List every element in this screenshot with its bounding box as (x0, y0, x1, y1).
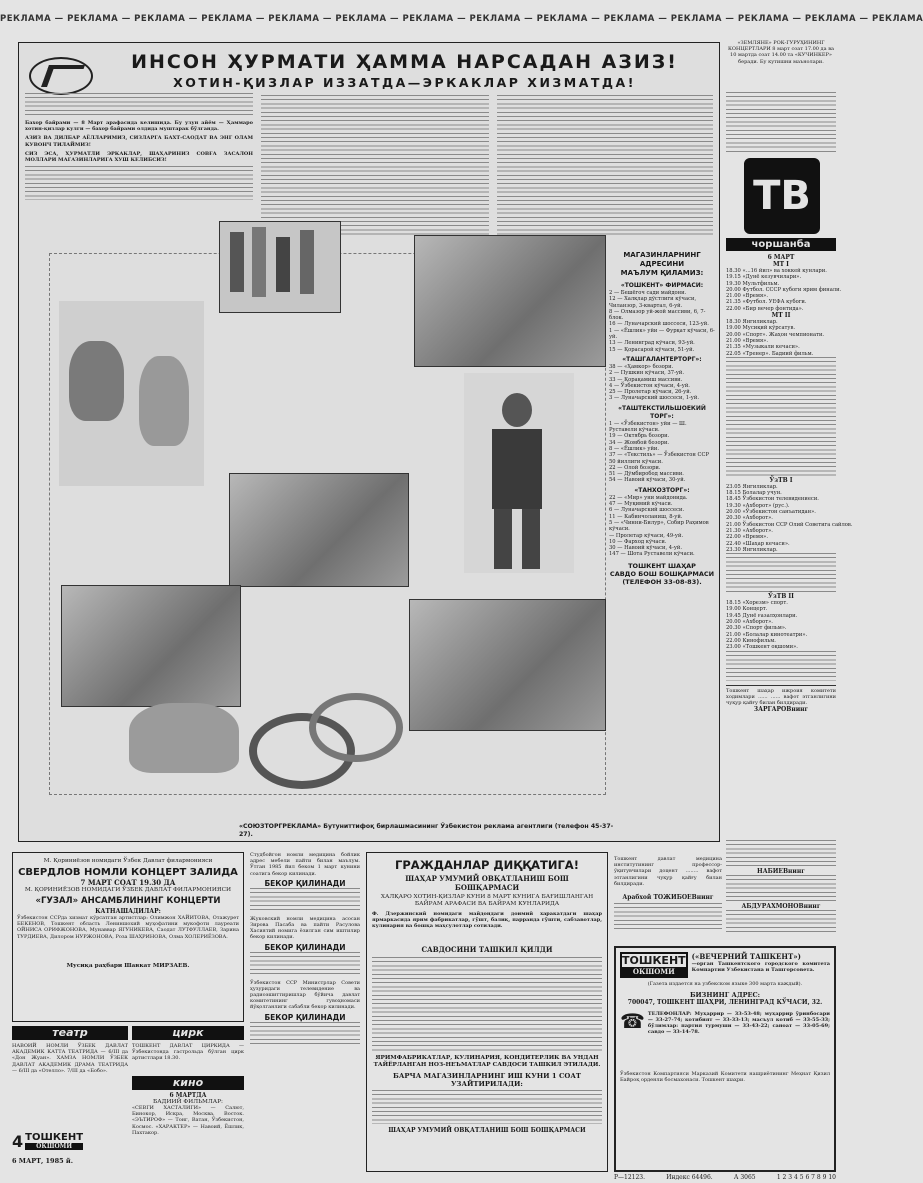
address-item: 5 — «Чинни-Билур», Собир Раҳимов кўчаси. (609, 519, 709, 533)
tv-listing: 21.00 «Время». (726, 293, 769, 300)
address-item: 10 — Фарход кўчаси. (609, 538, 667, 545)
masthead-address-title: БИЗНИНГ АДРЕС: (689, 991, 761, 1000)
address-item: 19 — Октябрь бозори. (609, 433, 670, 440)
obituary-3-name: АБДУРАХМОНОВнинг (741, 903, 821, 910)
circus-label: цирк (132, 1026, 244, 1040)
addresses-footer-1: ТОШКЕНТ ШАҲАР (628, 561, 696, 570)
masthead-address: 700047, ТОШКЕНТ ШАҲРИ, ЛЕНИНГРАД КЎЧАСИ, 32. (627, 999, 823, 1007)
cancellation-list (250, 852, 360, 1044)
address-item: 12 — Халқлар дўстлиги кўчаси, Чиланзор, 3-квартал, 6-уй. (609, 296, 697, 309)
tv-listing: 21.35 «Футбол. УЕФА кубоги. (726, 299, 807, 306)
tv-listing: 21.00 «Болалар кинотеатри». (726, 631, 808, 638)
tv-logo (744, 158, 820, 234)
index-right: А 3065 (733, 1174, 756, 1181)
address-item: 22 — «Мир» уни майдонида. (609, 494, 688, 501)
institute-notice-text: Тошкент давлат медицина институтининг профессор-ўқитувчилари доцент ........ вафот этганлигини чуқур қайғу билан билдиради. (614, 856, 722, 887)
cancellation-notice (250, 980, 360, 1044)
tv-listing: 19.00 Мусиқий кўрсатув. (726, 325, 796, 332)
citizens-hours-title: БАРЧА МАГАЗИНЛАРНИНГ ИШ КУНИ 1 СОАТ УЗАЙТИРИЛАДИ: (393, 1072, 581, 1088)
tv-date: 6 МАРТ (767, 254, 795, 261)
address-item: 37 — «Текстиль» — Ўзбекистон ССР 50 йиллиги кўчаси. (609, 452, 709, 465)
address-item: 30 — Навоий кўчаси, 4-уй. (609, 545, 682, 552)
address-item: 51 — Дўмбиробод массиви. (609, 471, 684, 478)
address-item: 25 — Пролетар кўчаси, 26-уй. (609, 389, 692, 396)
obituary-1: Тошкент шаҳар ижроия комитети ходимлари ...... ...... вафот этганлигини чуқур қайғу билан билдиради. (726, 685, 836, 707)
ad-column-2 (261, 95, 489, 235)
paper-logo (12, 1132, 112, 1172)
cancellation-notice (250, 852, 360, 910)
index-strip (614, 1174, 836, 1183)
photo-shop-interior (61, 585, 241, 707)
address-section-title: «ТАНХОЗТОРГ»: (634, 486, 690, 494)
cinema-films: «СЕВГИ ХАСТАЛИГИ» — Салют, Бинокор, Искра, Москва, Восток. «ЭЪТИРОФ» — Тонг, Ватан, Ўзбекистон, Космос. «ХАРАКТЕР» — Навоий, Ёшлик, Пахтакор. (132, 1105, 244, 1136)
tv-listing: 20.00 «Ахборот». (726, 619, 773, 626)
cinema-date: 6 МАРТДА (169, 1092, 207, 1099)
address-item: 147 — Шота Руставели кўчаси. (609, 551, 695, 558)
address-item: 3 — Луначарский шоссеси, 1-уй. (609, 395, 699, 402)
tv-listing: 19.00 Концерт. (726, 606, 768, 613)
cinema-subtitle: БАДИИЙ ФИЛЬМЛАР: (153, 1099, 223, 1105)
sidebar (726, 40, 853, 840)
cinema-section (132, 1076, 244, 1176)
index-label: Индекс 64496. (666, 1174, 713, 1181)
tv-listing: 20.00 «Спорт». Жаҳон чемпионати. (726, 331, 825, 338)
photo-shop-building-2 (229, 473, 409, 587)
tv-listing: 19.45 Дунё ғазалҳонлари. (726, 612, 798, 619)
tv-listing: 20.00 «Ўзбекистон санъатидан». (726, 509, 816, 516)
addresses-footer-2: САВДО БОШ БОШҚАРМАСИ (609, 569, 715, 578)
masthead-published: (Газета издается на узбекском языке 300 марта каждый). (647, 981, 803, 987)
address-item: 15 — Қорасарой кўчаси, 51-уй. (609, 346, 695, 353)
address-item: 34 — Жомбой бозори. (609, 439, 670, 446)
tv-listing: 22.05 «Тренер». Бадиий фильм. (726, 350, 814, 357)
tv-listing: 22.40 «Шаҳар кечаси». (726, 540, 790, 547)
tv-listing: 18.15 Болалар учун. (726, 490, 782, 497)
tv-listing: 18.45 Ўзбекистон телевидениеси. (726, 496, 819, 503)
tv-listing: 21.00 «Время». (726, 337, 769, 344)
cancellation-title: БЕКОР ҚИЛИНАДИ (264, 1012, 346, 1022)
address-section-title: «ТАШТЕКСТИЛЬШОЕКИЙ ТОРГ»: (618, 404, 706, 420)
masthead-description: —орган Ташкентского городского комитета Компартии Узбекистана и Ташгорсовета. (691, 961, 830, 974)
cinema-label: кино (132, 1076, 244, 1090)
institute-notice-name: Арабхой ТОЖИБОЕВнинг (622, 894, 714, 901)
concert-date: 7 МАРТ СОАТ 19.30 ДА (80, 878, 176, 887)
address-item: 4 — Ўзбекистон кўчаси, 4-уй. (609, 382, 690, 389)
main-ad (18, 42, 720, 842)
imprint (614, 946, 836, 1172)
tv-listing: 18.30 «...16 йил» ва хоккей кунлари. (726, 268, 827, 274)
addresses-list (609, 282, 715, 558)
address-item: 47 — Муқимий кўчаси. (609, 501, 673, 508)
index-left: Р—12123. (614, 1174, 646, 1181)
ad-col1-caps: АЗИЗ ВА ДИЛБАР АЁЛЛАРИМИЗ, СИЗЛАРГА БАХТ-САОДАТ ВА ЭНГ ОЛАМ КУВОНЧ ТИЛАЙМИЗ! (25, 135, 253, 148)
circus-text: ТОШКЕНТ ДАВЛАТ ЦИРКИДА — Ўзбекистонда гастрольда бўлган цирк артистлари 18.30. (132, 1043, 244, 1062)
ad-caption: «СОЮЗТОРГРЕКЛАМА» Бутуниттифоқ бирлашмасининг Ўзбекистон реклама агентлиги (телефон 45-37-27). (239, 823, 614, 838)
photo-bags (59, 301, 204, 486)
tv-listing: 19.15 «Дунё кезувчилари». (726, 274, 802, 281)
tv-channel-2: МТ II (771, 312, 791, 320)
photo-bracelets (239, 683, 409, 803)
masthead-logo (620, 952, 688, 978)
tv-listing: 22.00 Кинофильм. (726, 637, 776, 644)
tv-listing: 18.30 Янгиликлар. (726, 319, 778, 326)
tv-listing: 21.35 «Музыкали кечаси». (726, 344, 800, 351)
theater-label: театр (12, 1026, 128, 1040)
ad-col1-caps2: СИЗ ЭСА, ҲУРМАТЛИ ЭРКАКЛАР, ШАҲАРИНИЗ СОВҒА ЗАСАЛОН МОЛЛАРИ МАГАЗИНЛАРИГА ХУШ КЕЛИБСИЗ! (25, 150, 253, 164)
addresses-title-3: МАЪЛУМ ҚИЛАМИЗ: (620, 269, 704, 277)
citizens-semi-title: ЯРИМФАБРИКАТЛАР, КУЛИНАРИЯ, КОНДИТЕРЛИК ВА УНДАН ТАЙЁРЛАНГАН НОЗ-НЕЪМАТЛАР САВДОСИ ТАШКИЛ ЭТИЛАДИ. (373, 1055, 601, 1068)
theater-text: НАВОИЙ НОМЛИ ЎЗБЕК ДАВЛАТ АКАДЕМИК КАТТА ТЕАТРИДА — 6/III да «Дон Жуан». ХАМЗА НОМЛИ ЎЗБЕК ДАВЛАТ АКАДЕМИК ДРАМА ТЕАТРИДА — 6/III да «Отелло». 7/III да «Бобо». (12, 1043, 128, 1074)
issue-date: 6 МАРТ, 1985 й. (12, 1157, 73, 1165)
address-section-title: «ТОШКЕНТ» ФИРМАСИ: (620, 282, 704, 289)
address-item: 11 — Кабинчоланиш, 8-уй. (609, 513, 683, 520)
theater-section (12, 1026, 128, 1126)
addresses-title-1: МАГАЗИНЛАРНИНГ (623, 251, 701, 259)
address-item: 22 — Олой бозори. (609, 464, 661, 471)
address-item: 38 — «Ҳамкор» бозори. (609, 363, 674, 370)
address-item: 8 — Олмазор уй-жой массиви, 6, 7-блок. (609, 308, 706, 322)
address-item: 54 — Навоий кўчаси, 30-уй. (609, 477, 686, 484)
photo-shop-building-3 (409, 599, 606, 731)
masthead-logo-sub: ОКШОМИ (622, 967, 686, 976)
masthead-footer: Ўзбекистон Компартияси Марказий Комитети нашриётининг Меҳнат Қизил Байроқ орденли босмахонаси. Тошкент шаҳри. (620, 1070, 830, 1083)
ad-headline: ИНСОН ҲУРМАТИ ҲАММА НАРСАДАН АЗИЗ! (131, 51, 678, 73)
institute-notice (614, 856, 722, 936)
address-item: — Пролетар кўчаси, 49-уй. (609, 532, 684, 539)
address-item: 2 — Бешёгоч сади майдони. (609, 290, 687, 296)
address-item: 13 — Ленинград кўчаси, 93-уй. (609, 340, 695, 347)
citizens-body: Ф. Дзержинский номидаги майдондаги доимий харакатдаги шаҳар ярмаркасида ярим фабрикатлар, гўшт, балиқ, парранда гўшти, сабзавотлар, кулинария ва бошқа маҳсулотлар сотилади. (372, 911, 602, 930)
tv-listing: 20.30 «Спорт фильм». (726, 625, 787, 632)
tv-listing: 18.15 «Хорезм» спорт. (726, 600, 788, 607)
cancellations (250, 852, 360, 1172)
tv-listing: 20.30 «Ахборот». (726, 515, 773, 522)
citizens-intro: ХАЛҚАРО ХОТИН-ҚИЗЛАР КУНИ 8 МАРТ КУНИГА БАҒИШЛАНГАН БАЙРАМ АРАФАСИ ВА БАЙРАМ КУНЛАРИДА (380, 894, 594, 907)
obituary-2-name: НАБИЕВнинг (757, 868, 805, 875)
logo-name: ТОШКЕНТ (25, 1132, 84, 1143)
cancellation-text: Студбойгон номли медицина бойлик адрес мебели пайти билан маълум. Ўтган 1985 йил беком 1 март кунини соатига бекор килинади. (250, 852, 360, 877)
concert-director: Мусиқа раҳбари Шавкат МИРЗАЕВ. (66, 963, 190, 969)
shop-addresses (609, 251, 715, 841)
tv-schedule-3 (726, 483, 853, 553)
tv-listing: 19.30 «Ахборот» (рус.). (726, 502, 790, 509)
concert-ensemble: «ГУЗАЛ» АНСАМБЛИНИНГ КОНЦЕРТИ (35, 896, 221, 906)
photo-shop-building-1 (414, 235, 606, 367)
masthead-quote: («ВЕЧЕРНИЙ ТАШКЕНТ») (691, 952, 801, 961)
tv-logo-text: ТВ (753, 173, 811, 219)
concert-announcement (12, 852, 244, 1022)
agency-logo-icon (29, 57, 93, 95)
address-section-title: «ТАШГАЛАНТЕРТОРГ»: (622, 355, 702, 363)
ad-column-3 (497, 95, 713, 237)
cancellation-text: Ўзбекистон ССР Министрлар Совети ҳузуридаги телевидение ва радиоэшиттиришлар бўйича давлат комитетининг гувоҳномаси йўқолганлиги сабабли бекор килинади. (250, 979, 360, 1011)
concert-org: М. Қориниёзов номидаги Ўзбек Давлат филармонияси (43, 858, 213, 864)
address-item: 8 — «Ёшлик» уйи. (609, 445, 660, 452)
tv-channel-3: ЎзТВ I (769, 476, 793, 484)
circus-section (132, 1026, 244, 1074)
concert-performers: Ўзбекистон ССРда хизмат кўрсатган артистлар: Олимжон ХАЙИТОВА, Отажурет БЕКЕНОВ, Тошкент область Лениншохий муҳофатини мукофоти лауреати ОЙНИСА ОРИФЖОНОВА, Мунаввар ЯГУНИКЕВА, Саодат ЛУТФУЛЛАЕВ, Зарина ТУРДИЕВА, Дилором НУРЖОНОВА, Роза ШАҲРИНОВА, Олма ХОЛЕРИЁЗОВА. (17, 915, 239, 940)
tv-listing: 23.05 Янгиликлар. (726, 483, 778, 490)
tv-listing: 19.30 Мультфильм. (726, 280, 780, 287)
address-item: 6 — Луначарский шоссеси. (609, 507, 685, 514)
cancellation-notice (250, 916, 360, 974)
citizens-notice (366, 852, 608, 1172)
ad-subheadline: ХОТИН-ҚИЗЛАР ИЗЗАТДА—ЭРКАКЛАР ХИЗМАТДА! (173, 75, 636, 90)
address-item: 2 — Пушкин кўчаси, 37-уй. (609, 370, 684, 377)
photo-man-with-flowers (464, 373, 574, 573)
photo-purse (129, 703, 239, 773)
tv-listing: 21.30 «Ахборот». (726, 527, 773, 534)
citizens-title: ГРАЖДАНЛАР ДИҚҚАТИГА! (395, 858, 579, 872)
phone-icon: ☎ (620, 1008, 645, 1033)
tv-schedule-4 (726, 600, 836, 650)
obituary-1-name: ЗАРГАРОВнинг (753, 706, 809, 714)
photo-cosmetics (219, 221, 341, 313)
reklama-banner (0, 14, 923, 28)
cancellation-text: Жуковский номли медицина асосан Зирова Пасаба ва пайти Расулова Хасиятий номига ёзилган сим иштилир бекор килинади. (250, 915, 360, 941)
address-item: 1 — «Ёшлик» уйи — Фурқат кўчаси, 6-уй. (609, 327, 715, 341)
tv-schedule-1 (726, 268, 842, 312)
tv-channel-4: ЎзТВ II (768, 593, 794, 601)
masthead-logo-name: ТОШКЕНТ (622, 954, 686, 967)
addresses-title-2: АДРЕСИНИ (639, 260, 685, 268)
address-item: 33 — Қорақамиш массиви. (609, 376, 683, 383)
tv-title: чоршанба (726, 238, 836, 251)
tv-schedule-2 (726, 319, 836, 357)
tv-channel-1: МТ I (772, 261, 789, 268)
sidebar-lower (726, 840, 836, 940)
concert-subtitle: М. ҚОРИНИЁЗОВ НОМИДАГИ ЎЗБЕК ДАВЛАТ ФИЛАРМОНИЯСИ (24, 887, 232, 893)
concert-title: СВЕРДЛОВ НОМЛИ КОНЦЕРТ ЗАЛИДА (18, 867, 238, 878)
tv-listing: 23.30 Янгиликлар. (726, 546, 778, 553)
tv-listing: 21.00 Ўзбекистон ССР Олий Советига сайлов. (726, 521, 853, 528)
citizens-closing: ШАҲАР УМУМИЙ ОВҚАТЛАНИШ БОШ БОШҚАРМАСИ (388, 1127, 586, 1134)
rock-concert-notice: «ЗЕМЛЯНЕ» РОК-ГУРУҲИНИНГ КОНЦЕРТЛАРИ 8 март соат 17.00 да ва 10 мартда соат 14.00 та «КУЧИНКЕР» беради. Бу кутишни маънолари. (727, 40, 834, 65)
address-item: 16 — Луначарский шоссеси, 123-уй. (609, 321, 709, 328)
cancellation-title: БЕКОР ҚИЛИНАДИ (264, 878, 346, 888)
masthead-phones: ТЕЛЕФОНЛАР: Муҳаррир — 33-53-48; муҳаррир ўринбосари — 33-27-74; котибият — 33-33-13; масъул котиб — 33-55-33; бўлимлар: партия турмуши — 33-43-22; саноат — 33-05-69; савдо — 33-14-78. (647, 1010, 830, 1036)
tv-listing: 20.00 Футбол. СССР кубоги ярим финали. (726, 286, 842, 293)
reklama-banner-text: РЕКЛАМА — РЕКЛАМА — РЕКЛАМА — РЕКЛАМА — РЕКЛАМА — РЕКЛАМА — РЕКЛАМА — РЕКЛАМА — РЕКЛАМА — РЕКЛАМА — РЕКЛАМА — РЕКЛАМА — РЕКЛАМА — РЕКЛАМА (0, 14, 923, 24)
index-digits: 1 2 3 4 5 6 7 8 9 10 (776, 1174, 836, 1181)
citizens-subtitle: ШАҲАР УМУМИЙ ОВҚАТЛАНИШ БОШ БОШҚАРМАСИ (405, 874, 569, 892)
citizens-trade-title: САВДОСИНИ ТАШКИЛ ҚИЛДИ (421, 945, 553, 954)
address-item: 1 — «Ўзбекистон» уйи — Ш. Руставели кўчаси. (609, 420, 687, 434)
addresses-footer-3: (ТЕЛЕФОН 33-08-83). (622, 577, 702, 586)
tv-listing: 22.00 «Время». (726, 534, 769, 541)
ad-col1-lead: Бахор байрами — 8 Март арафасида келишида. Бу узун айём — Ҳаммаро хотин-қизлар кулги — бахор байрами олдида муштарак бўлганда. (25, 120, 253, 133)
logo-sub: ОКШОМИ (25, 1143, 83, 1150)
tv-listing: 23.00 «Тошкент оқшоми». (726, 644, 798, 651)
cancellation-title: БЕКОР ҚИЛИНАДИ (264, 942, 346, 952)
logo-number-icon: 4 (12, 1132, 24, 1151)
concert-performers-title: КАТНАШАДИЛАР: (95, 908, 161, 915)
tv-listing: 22.00 «Бир вечер фонтида». (726, 305, 804, 312)
